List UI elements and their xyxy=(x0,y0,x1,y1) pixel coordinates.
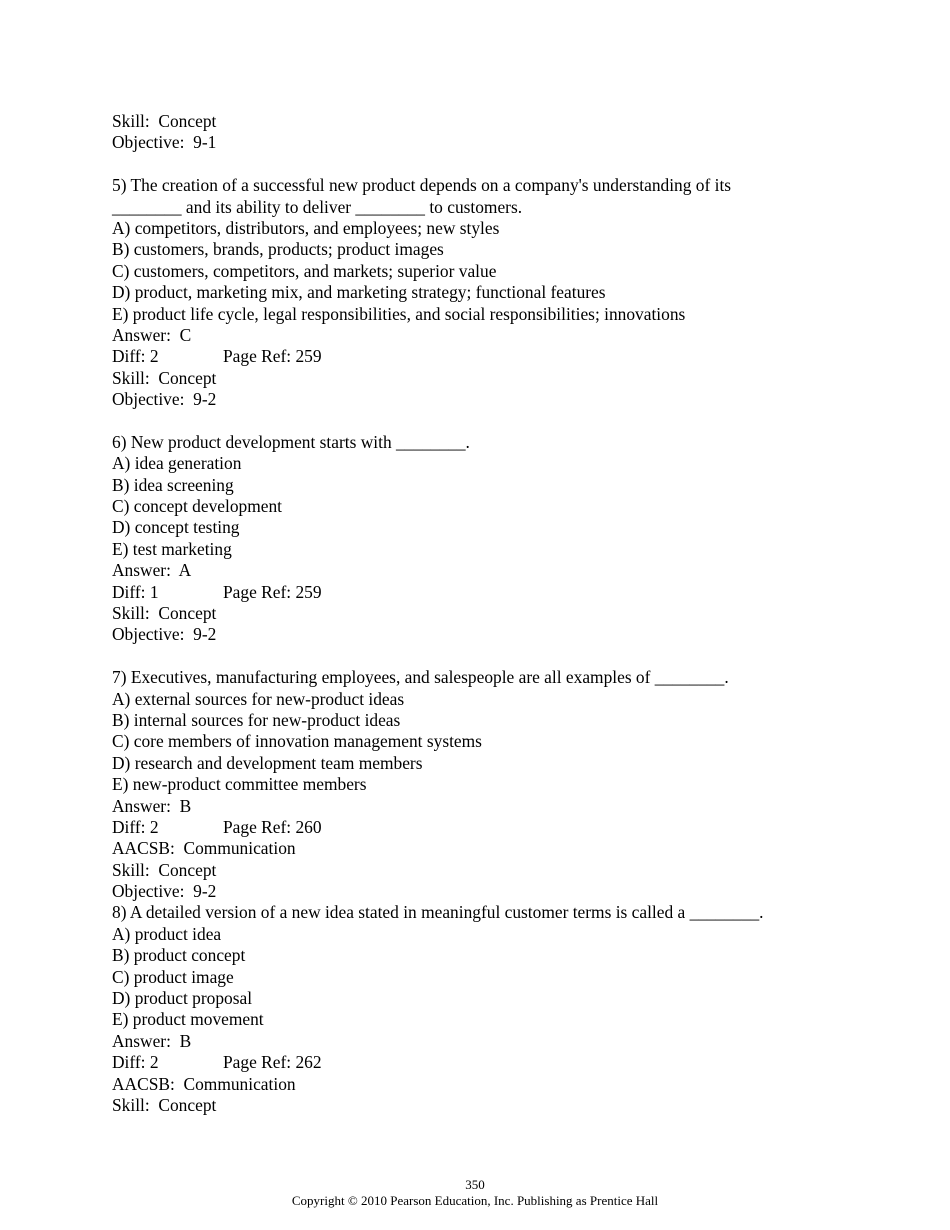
option-d: D) concept testing xyxy=(112,517,240,538)
page-ref: Page Ref: 260 xyxy=(223,816,322,837)
option-e: E) new-product committee members xyxy=(112,774,367,795)
skill-line: Skill: Concept xyxy=(112,111,217,131)
option-b: B) product concept xyxy=(112,945,246,966)
question-6 xyxy=(112,432,912,646)
spacer xyxy=(112,646,912,667)
option-a: A) product idea xyxy=(112,923,222,944)
option-a: A) idea generation xyxy=(112,453,242,474)
question-8 xyxy=(112,902,912,1116)
answer-line: Answer: B xyxy=(112,1030,192,1051)
diff-value: Diff: 2 xyxy=(112,346,159,367)
option-d: D) product, marketing mix, and marketing strategy; functional features xyxy=(112,282,606,303)
option-b: B) customers, brands, products; product images xyxy=(112,239,444,260)
page-ref: Page Ref: 262 xyxy=(223,1052,322,1073)
diff-value: Diff: 1 xyxy=(112,581,159,602)
question-stem: 8) A detailed version of a new idea stated in meaningful customer terms is called a ________. xyxy=(112,902,764,923)
option-d: D) product proposal xyxy=(112,988,253,1009)
spacer xyxy=(112,154,912,175)
aacsb-line: AACSB: Communication xyxy=(112,838,296,859)
option-e: E) test marketing xyxy=(112,538,232,559)
question-stem: ________ and its ability to deliver ________ to customers. xyxy=(112,196,523,217)
option-a: A) external sources for new-product ideas xyxy=(112,688,405,709)
question-5 xyxy=(112,175,912,410)
option-e: E) product movement xyxy=(112,1009,264,1030)
aacsb-line: AACSB: Communication xyxy=(112,1073,296,1094)
diff-row xyxy=(112,582,912,603)
question-7 xyxy=(112,667,912,902)
objective-line: Objective: 9-2 xyxy=(112,624,217,645)
page-ref: Page Ref: 259 xyxy=(223,581,322,602)
page-number: 350 xyxy=(465,1177,485,1192)
copyright-notice: Copyright © 2010 Pearson Education, Inc. Publishing as Prentice Hall xyxy=(291,1193,659,1208)
option-c: C) concept development xyxy=(112,496,282,517)
skill-line: Skill: Concept xyxy=(112,859,217,880)
diff-row xyxy=(112,1052,912,1073)
question-stem: 6) New product development starts with ________. xyxy=(112,431,470,452)
diff-value: Diff: 2 xyxy=(112,1052,159,1073)
option-a: A) competitors, distributors, and employees; new styles xyxy=(112,217,500,238)
diff-row xyxy=(112,817,912,838)
option-b: B) internal sources for new-product ideas xyxy=(112,709,401,730)
question-stem: 5) The creation of a successful new product depends on a company's understanding of its xyxy=(112,175,732,196)
question-4-tail xyxy=(112,111,912,154)
option-d: D) research and development team members xyxy=(112,752,423,773)
spacer xyxy=(112,410,912,431)
objective-line: Objective: 9-1 xyxy=(112,132,217,153)
diff-value: Diff: 2 xyxy=(112,816,159,837)
option-e: E) product life cycle, legal responsibilities, and social responsibilities; innovations xyxy=(112,303,686,324)
option-c: C) customers, competitors, and markets; superior value xyxy=(112,260,497,281)
diff-row xyxy=(112,346,912,367)
answer-line: Answer: B xyxy=(112,795,192,816)
option-c: C) core members of innovation management systems xyxy=(112,731,482,752)
answer-line: Answer: C xyxy=(112,324,192,345)
document-body xyxy=(112,111,912,1116)
objective-line: Objective: 9-2 xyxy=(112,389,217,410)
option-b: B) idea screening xyxy=(112,474,234,495)
option-c: C) product image xyxy=(112,966,234,987)
skill-line: Skill: Concept xyxy=(112,602,217,623)
skill-line: Skill: Concept xyxy=(112,367,217,388)
objective-line: Objective: 9-2 xyxy=(112,881,217,902)
question-stem: 7) Executives, manufacturing employees, and salespeople are all examples of ________. xyxy=(112,667,729,688)
page-ref: Page Ref: 259 xyxy=(223,346,322,367)
answer-line: Answer: A xyxy=(112,560,192,581)
skill-line: Skill: Concept xyxy=(112,1094,217,1115)
